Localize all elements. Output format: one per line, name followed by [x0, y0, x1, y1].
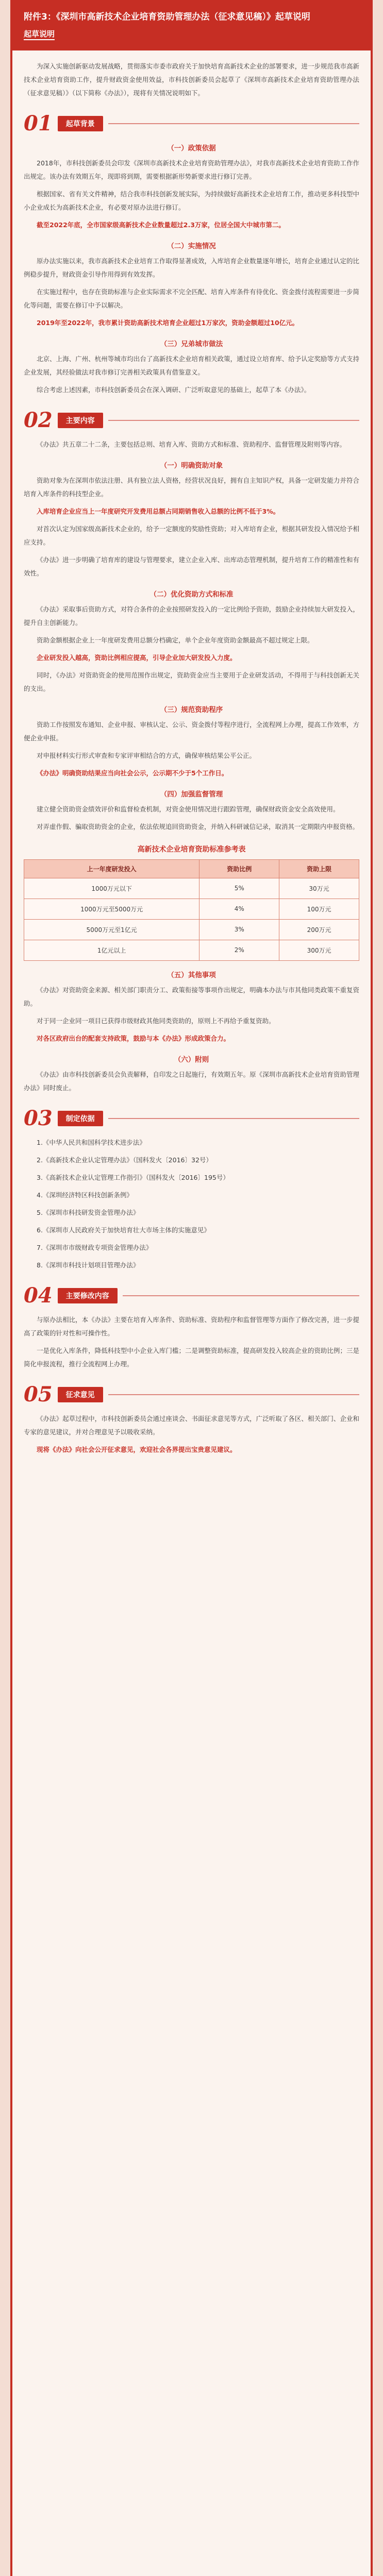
subsection-heading: （五）其他事项 [167, 971, 216, 979]
table-cell: 300万元 [279, 940, 359, 960]
body-paragraph: 5.《深圳市科技研发资金管理办法》 [37, 1208, 140, 1216]
highlight-paragraph: 对各区政府出台的配套支持政策，鼓励与本《办法》形成政策合力。 [37, 1034, 230, 1042]
section-divider [123, 1295, 359, 1296]
section-divider [108, 1394, 359, 1395]
table-cell: 5% [199, 878, 279, 899]
body-paragraph: 6.《深圳市人民政府关于加快培育壮大市场主体的实施意见》 [37, 1226, 210, 1234]
section-header [24, 1108, 359, 1129]
section-title: 征求意见 [58, 1387, 103, 1402]
table-cell: 1亿元以上 [24, 940, 199, 960]
body-paragraph: 对申报材料实行形式审查和专家评审相结合的方式，确保审核结果公平公正。 [37, 751, 256, 759]
body-paragraph: 根据国家、省有关文件精神，结合我市科技创新发展实际，为持续做好高新技术企业培育工作，推动更多科技型中小企业成长为高新技术企业，有必要对原办法进行修订。 [24, 190, 359, 211]
table-row [24, 899, 359, 919]
section-divider [108, 1118, 359, 1119]
highlight-paragraph: 2019年至2022年，我市累计资助高新技术培育企业超过1万家次，资助金额超过10亿元。 [37, 318, 299, 327]
section-title: 主要修改内容 [58, 1288, 118, 1303]
body-paragraph: 8.《深圳市科技计划项目管理办法》 [37, 1261, 140, 1269]
body-paragraph: 《办法》起草过程中，市科技创新委员会通过座谈会、书面征求意见等方式，广泛听取了各区、相关部门、企业和专家的意见建议，并对合理意见予以吸收采纳。 [24, 1414, 359, 1436]
subsection-heading: （二）优化资助方式和标准 [149, 590, 234, 599]
highlight-paragraph: 《办法》明确资助结果应当向社会公示，公示期不少于5个工作日。 [37, 769, 228, 777]
section-header [24, 1285, 359, 1306]
subsection-heading: （一）明确资助对象 [160, 461, 223, 470]
body-paragraph: 与原办法相比，本《办法》主要在培育入库条件、资助标准、资助程序和监督管理等方面作了修改完善，进一步提高了政策的针对性和可操作性。 [24, 1315, 359, 1337]
subsection-heading: （三）规范资助程序 [160, 705, 223, 714]
body-paragraph: 《办法》采取事后资助方式，对符合条件的企业按照研发投入的一定比例给予资助，鼓励企业持续加大研发投入，提升自主创新能力。 [24, 605, 359, 626]
body-paragraph: 《办法》由市科技创新委员会负责解释，自印发之日起施行，有效期五年。原《深圳市高新技术企业培育资助管理办法》同时废止。 [24, 1070, 359, 1092]
section-title: 制定依据 [58, 1111, 103, 1126]
section-header [24, 113, 359, 134]
body-paragraph: 对于同一企业同一项目已获得市级财政其他同类资助的，原则上不再给予重复资助。 [37, 1016, 275, 1025]
table-cell: 3% [199, 919, 279, 940]
table-cell: 5000万元至1亿元 [24, 919, 199, 940]
body-paragraph: 对弄虚作假、骗取资助资金的企业，依法依规追回资助资金，并纳入科研诚信记录，取消其一定期限内申报资格。 [37, 822, 359, 831]
table-cell: 4% [199, 899, 279, 919]
document-title: 附件3：《深圳市高新技术企业培育资助管理办法（征求意见稿）》起草说明 [24, 12, 310, 22]
highlight-paragraph: 截至2022年底，全市国家级高新技术企业数量超过2.3万家，位居全国大中城市第二。 [37, 221, 285, 229]
body-paragraph: 在实施过程中，也存在资助标准与企业实际需求不完全匹配、培育入库条件有待优化、资金拨付流程需要进一步简化等问题，需要在修订中予以解决。 [24, 287, 359, 309]
highlight-paragraph: 入库培育企业应当上一年度研究开发费用总额占同期销售收入总额的比例不低于3%。 [37, 507, 280, 515]
body-paragraph: 7.《深圳市市级财政专项资金管理办法》 [37, 1243, 153, 1251]
table-cell: 30万元 [279, 878, 359, 899]
body-paragraph: 资助对象为在深圳市依法注册、具有独立法人资格，经营状况良好，拥有自主知识产权，具备一定研发能力并符合培育入库条件的科技型企业。 [24, 476, 359, 498]
table-title: 高新技术企业培育资助标准参考表 [137, 845, 246, 854]
section-header [24, 410, 359, 431]
subsection-heading: （一）政策依据 [167, 144, 216, 152]
body-paragraph: 《办法》共五章二十二条，主要包括总则、培育入库、资助方式和标准、资助程序、监督管理及附则等内容。 [37, 440, 346, 448]
body-paragraph: 综合考虑上述因素，市科技创新委员会在深入调研、广泛听取意见的基础上，起草了本《办法》。 [37, 385, 311, 394]
body-paragraph: 同时，《办法》对资助资金的使用范围作出规定，资助资金应当主要用于企业研发活动，不得用于与科技创新无关的支出。 [24, 671, 359, 692]
document-subtitle: 起草说明 [24, 28, 55, 40]
subsection-heading: （三）兄弟城市做法 [160, 340, 223, 348]
body-paragraph: 建立健全资助资金绩效评价和监督检查机制，对资金使用情况进行跟踪管理，确保财政资金安全高效使用。 [37, 805, 340, 813]
section-number: 04 [24, 1283, 53, 1308]
body-paragraph: 对首次认定为国家级高新技术企业的，给予一定额度的奖励性资助；对入库培育企业，根据其研发投入情况给予相应支持。 [24, 524, 359, 546]
section-number: 01 [24, 111, 53, 135]
body-paragraph: 北京、上海、广州、杭州等城市均出台了高新技术企业培育相关政策，通过设立培育库、给予认定奖励等方式支持企业发展，其经验做法对我市修订完善相关政策具有借鉴意义。 [24, 354, 359, 376]
highlight-paragraph: 现将《办法》向社会公开征求意见，欢迎社会各界提出宝贵意见建议。 [37, 1445, 237, 1453]
section-divider [108, 123, 359, 124]
body-paragraph: 2.《高新技术企业认定管理办法》（国科发火〔2016〕32号） [37, 1156, 212, 1164]
table-cell: 1000万元以下 [24, 878, 199, 899]
table-row [24, 940, 359, 960]
table-cell: 200万元 [279, 919, 359, 940]
section-number: 05 [24, 1382, 53, 1406]
subsection-heading: （二）实施情况 [167, 242, 216, 250]
body-paragraph: 原办法实施以来，我市高新技术企业培育工作取得显著成效，入库培育企业数量逐年增长，培育企业通过认定的比例稳步提升，财政资金引导作用得到有效发挥。 [24, 257, 359, 278]
intro-paragraph: 为深入实施创新驱动发展战略，贯彻落实市委市政府关于加快培育高新技术企业的部署要求，进一步规范我市高新技术企业培育资助工作，提升财政资金使用效益，市科技创新委员会起草了《深圳市高新技术企业培育资助管理办法（征求意见稿）》（以下简称《办法》），现将有关情况说明如下。 [24, 62, 359, 97]
table-header-cell: 资助比例 [199, 859, 279, 878]
table-cell: 1000万元至5000万元 [24, 899, 199, 919]
table-header-cell: 资助上限 [279, 859, 359, 878]
body-paragraph: 资助工作按照发布通知、企业申报、审核认定、公示、资金拨付等程序进行，全流程网上办理，提高工作效率，方便企业申报。 [24, 720, 359, 742]
table-row [24, 878, 359, 899]
section-title: 起草背景 [58, 116, 103, 131]
section-divider [108, 420, 359, 421]
section-header [24, 1384, 359, 1405]
body-paragraph: 资助金额根据企业上一年度研发费用总额分档确定，单个企业年度资助金额最高不超过规定上限。 [37, 636, 314, 644]
document-content [12, 50, 371, 1492]
body-paragraph: 《办法》进一步明确了培育库的建设与管理要求，建立企业入库、出库动态管理机制，提升培育工作的精准性和有效性。 [24, 555, 359, 577]
title-banner [12, 0, 371, 50]
body-paragraph: 4.《深圳经济特区科技创新条例》 [37, 1191, 133, 1199]
subsection-heading: （四）加强监督管理 [160, 790, 223, 799]
body-paragraph: 2018年，市科技创新委员会印发《深圳市高新技术企业培育资助管理办法》，对我市高新技术企业培育资助工作作出规定。该办法有效期五年，现即将到期，需要根据新形势新要求进行修订完善。 [24, 159, 359, 180]
table-header-row [24, 859, 359, 878]
section-number: 02 [24, 408, 53, 432]
table-cell: 2% [199, 940, 279, 960]
data-table [24, 859, 359, 961]
body-paragraph: 3.《高新技术企业认定管理工作指引》（国科发火〔2016〕195号） [37, 1173, 229, 1181]
section-number: 03 [24, 1106, 53, 1130]
body-paragraph: 《办法》对资助资金来源、相关部门职责分工、政策衔接等事项作出规定，明确本办法与市其他同类政策不重复资助。 [24, 986, 359, 1007]
table-row [24, 919, 359, 940]
page-bottom-spacer [24, 1461, 359, 1492]
body-paragraph: 一是优化入库条件，降低科技型中小企业入库门槛；二是调整资助标准，提高研发投入较高企业的资助比例；三是简化申报流程，推行全流程网上办理。 [24, 1346, 359, 1368]
document-page [10, 0, 373, 2576]
section-title: 主要内容 [58, 413, 103, 428]
table-cell: 100万元 [279, 899, 359, 919]
highlight-paragraph: 企业研发投入越高，资助比例相应提高，引导企业加大研发投入力度。 [37, 653, 237, 662]
body-paragraph: 1.《中华人民共和国科学技术进步法》 [37, 1138, 146, 1146]
subsection-heading: （六）附则 [174, 1055, 209, 1064]
table-header-cell: 上一年度研发投入 [24, 859, 199, 878]
